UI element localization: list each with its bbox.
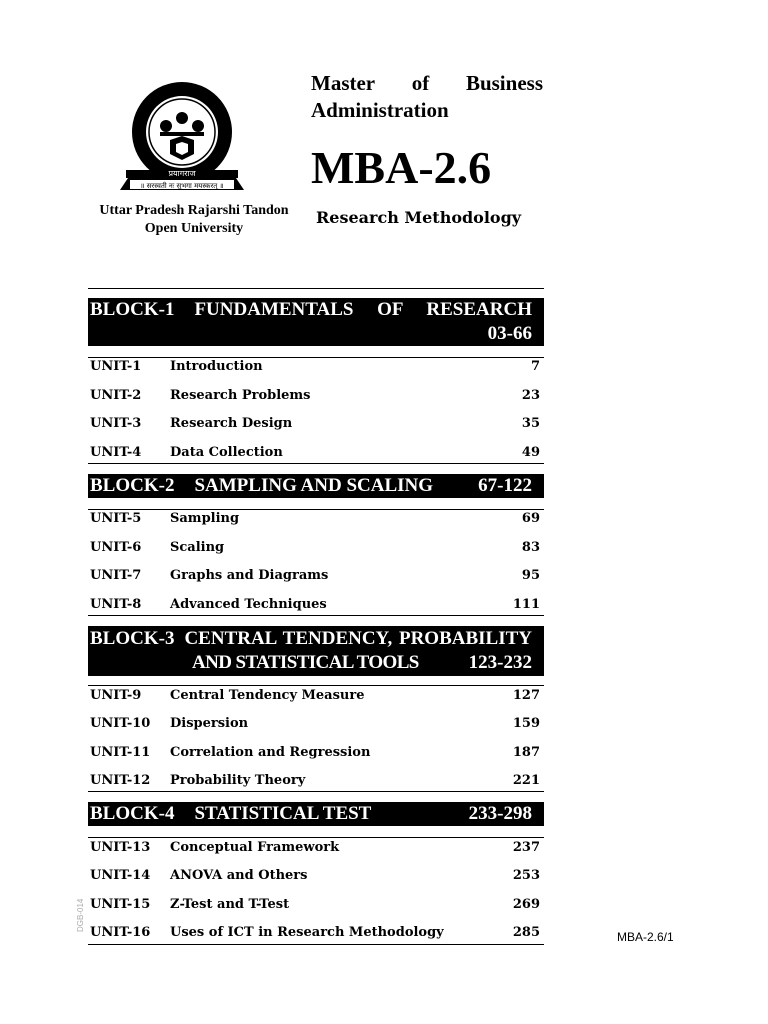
unit-number: UNIT-12 [90, 773, 151, 788]
block-title: STATISTICAL TEST [194, 803, 372, 824]
unit-row [90, 838, 540, 858]
unit-page: 23 [521, 388, 540, 403]
page-footer: MBA-2.6/1 [617, 930, 674, 944]
unit-row [90, 414, 540, 434]
course-code: MBA-2.6 [311, 142, 492, 193]
unit-title: Dispersion [170, 716, 249, 731]
unit-number: UNIT-1 [90, 359, 142, 374]
program-title [311, 70, 543, 124]
program-title-line2: Administration [311, 98, 449, 122]
logo-city: प्रयागराज [168, 169, 196, 178]
divider [88, 288, 544, 289]
unit-row [90, 357, 540, 377]
block-2-header [88, 474, 544, 498]
unit-title: Central Tendency Measure [170, 688, 365, 703]
unit-number: UNIT-15 [90, 897, 151, 912]
unit-page: 83 [521, 540, 540, 555]
block-pages: 03-66 [487, 323, 532, 344]
unit-row [90, 443, 540, 463]
unit-number: UNIT-14 [90, 868, 151, 883]
unit-row [90, 686, 540, 706]
unit-row [90, 895, 540, 915]
block-pages: 233-298 [468, 803, 532, 824]
unit-row [90, 538, 540, 558]
unit-page: 49 [521, 445, 540, 460]
unit-page: 221 [512, 773, 540, 788]
unit-row [90, 509, 540, 529]
unit-title: Correlation and Regression [170, 745, 371, 760]
unit-number: UNIT-7 [90, 568, 142, 583]
unit-page: 7 [530, 359, 540, 374]
block-4-header [88, 802, 544, 826]
block-title: SAMPLING AND SCALING [194, 475, 434, 496]
program-title-word3: Business [465, 71, 543, 95]
course-subject: Research Methodology [316, 208, 522, 227]
divider [88, 791, 544, 792]
side-code: DGB-014 [76, 898, 85, 932]
unit-number: UNIT-2 [90, 388, 142, 403]
unit-page: 35 [521, 416, 540, 431]
block-title: CENTRAL TENDENCY, PROBABILITY [184, 628, 532, 649]
block-1-header [88, 298, 544, 346]
unit-row [90, 386, 540, 406]
unit-title: Research Problems [170, 388, 311, 403]
divider [88, 463, 544, 464]
unit-page: 253 [512, 868, 540, 883]
unit-title: Research Design [170, 416, 293, 431]
unit-number: UNIT-3 [90, 416, 142, 431]
divider [88, 944, 544, 945]
university-name-line1: Uttar Pradesh Rajarshi Tandon [99, 203, 289, 218]
unit-number: UNIT-4 [90, 445, 142, 460]
unit-title: Uses of ICT in Research Methodology [170, 925, 444, 940]
unit-page: 69 [521, 511, 540, 526]
unit-number: UNIT-6 [90, 540, 142, 555]
block-label: BLOCK-1 [90, 299, 175, 320]
block-title-line2: AND STATISTICAL TOOLS [192, 652, 419, 673]
unit-number: UNIT-11 [90, 745, 151, 760]
unit-row [90, 771, 540, 791]
unit-title: Graphs and Diagrams [170, 568, 329, 583]
divider [88, 615, 544, 616]
unit-row [90, 866, 540, 886]
unit-title: Conceptual Framework [170, 840, 340, 855]
unit-title: Scaling [170, 540, 225, 555]
block-label: BLOCK-4 [90, 803, 175, 824]
program-title-word2: of [411, 71, 430, 95]
block-title: FUNDAMENTALS OF RESEARCH [194, 299, 532, 320]
unit-number: UNIT-5 [90, 511, 142, 526]
unit-number: UNIT-16 [90, 925, 151, 940]
block-pages: 123-232 [468, 652, 532, 673]
university-name [88, 202, 300, 238]
university-name-line2: Open University [144, 221, 244, 236]
unit-row [90, 743, 540, 763]
unit-number: UNIT-9 [90, 688, 142, 703]
unit-title: Probability Theory [170, 773, 306, 788]
unit-page: 237 [512, 840, 540, 855]
unit-title: Z-Test and T-Test [170, 897, 290, 912]
unit-number: UNIT-8 [90, 597, 142, 612]
block-3-header [88, 626, 544, 676]
unit-title: Sampling [170, 511, 240, 526]
unit-page: 127 [512, 688, 540, 703]
unit-row [90, 714, 540, 734]
program-title-word1: Master [311, 71, 376, 95]
unit-row [90, 595, 540, 615]
unit-title: Data Collection [170, 445, 283, 460]
unit-page: 285 [512, 925, 540, 940]
unit-row [90, 566, 540, 586]
unit-row [90, 923, 540, 943]
unit-title: Advanced Techniques [170, 597, 327, 612]
unit-title: ANOVA and Others [170, 868, 308, 883]
unit-number: UNIT-13 [90, 840, 151, 855]
unit-title: Introduction [170, 359, 263, 374]
block-label: BLOCK-2 [90, 475, 175, 496]
unit-page: 111 [512, 597, 540, 612]
unit-page: 269 [512, 897, 540, 912]
unit-page: 159 [512, 716, 540, 731]
block-pages: 67-122 [478, 475, 532, 496]
logo-motto: ॥ सरस्वती नः सुभगा मयस्करत् ॥ [140, 182, 224, 190]
university-logo [120, 78, 280, 200]
unit-page: 95 [521, 568, 540, 583]
block-label: BLOCK-3 [90, 628, 175, 649]
unit-number: UNIT-10 [90, 716, 151, 731]
unit-page: 187 [512, 745, 540, 760]
